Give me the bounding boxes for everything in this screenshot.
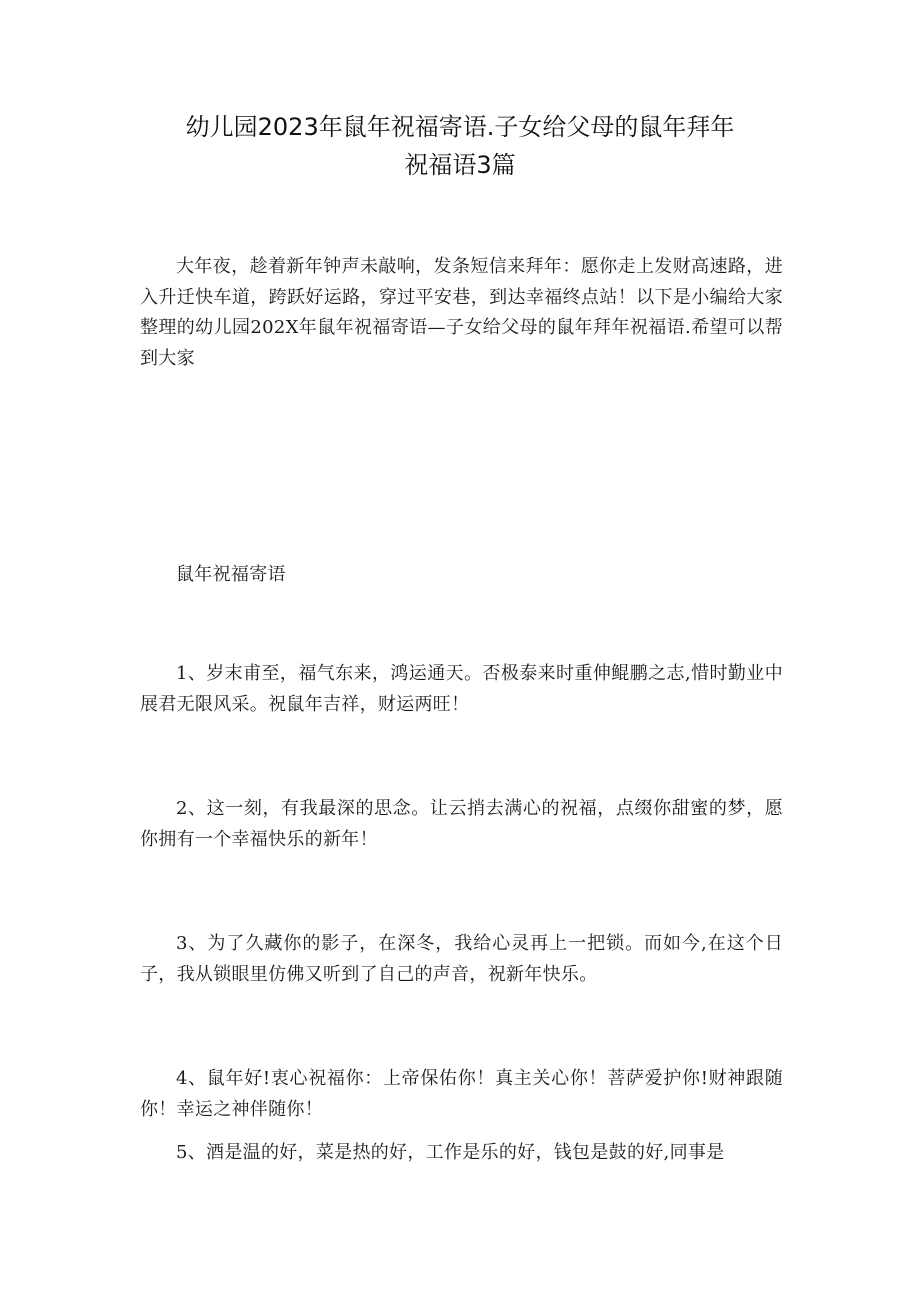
blessing-item-2: 2、这一刻，有我最深的思念。让云捎去满心的祝福，点缀你甜蜜的梦，愿你拥有一个幸福快乐的新年！ [140,798,783,850]
blessing-item-1: 1、岁末甫至，福气东来，鸿运通天。否极泰来时重伸鲲鹏之志,惜时勤业中展君无限风采。祝鼠年吉祥，财运两旺！ [140,663,783,715]
blessing-item-3: 3、为了久藏你的影子，在深冬，我给心灵再上一把锁。而如今,在这个日子，我从锁眼里仿佛又听到了自己的声音，祝新年快乐。 [140,933,783,985]
blessing-item-4: 4、鼠年好!衷心祝福你：上帝保佑你！真主关心你！菩萨爱护你!财神跟随你！幸运之神伴随你！ [140,1068,783,1120]
document-title [140,108,780,184]
blessing-item-5: 5、酒是温的好，菜是热的好，工作是乐的好，钱包是鼓的好,同事是 [176,1142,725,1163]
title-line-1: 幼儿园2023年鼠年祝福寄语.子女给父母的鼠年拜年 [185,113,735,141]
section-heading: 鼠年祝福寄语 [176,564,286,585]
intro-paragraph: 大年夜，趁着新年钟声未敲响，发条短信来拜年：愿你走上发财高速路，进入升迁快车道，跨跃好运路，穿过平安巷，到达幸福终点站！以下是小编给大家整理的幼儿园202X年鼠年祝福寄语—子女给父母的鼠年拜年祝福语.希望可以帮到大家 [140,256,783,369]
title-line-2: 祝福语3篇 [404,151,516,179]
